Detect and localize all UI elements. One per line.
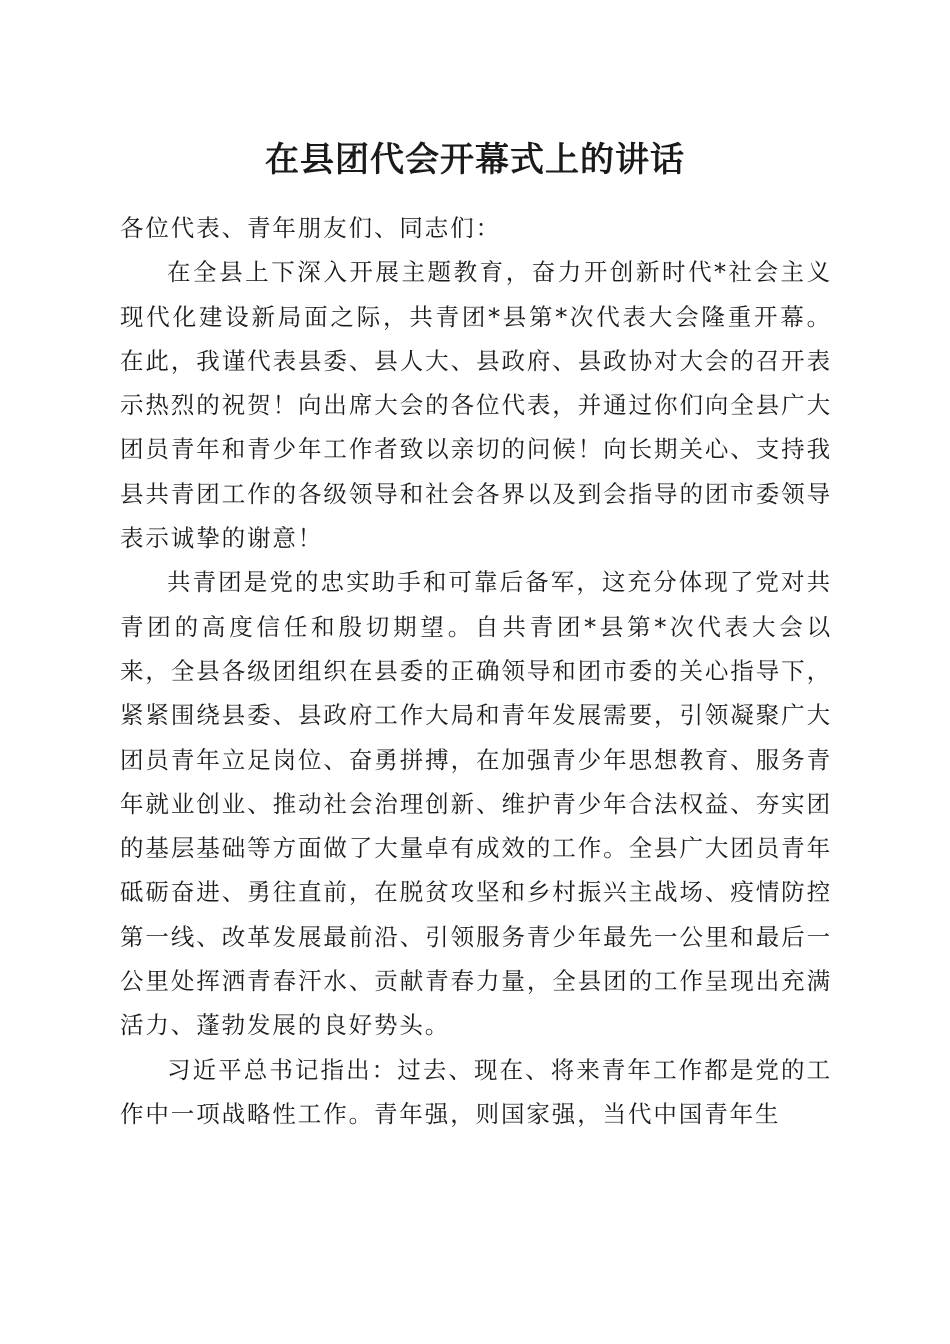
paragraph-1: 在全县上下深入开展主题教育，奋力开创新时代*社会主义现代化建设新局面之际，共青团*县第*次代表大会隆重开幕。在此，我谨代表县委、县人大、县政府、县政协对大会的召开表示热烈的祝贺！向出席大会的各位代表，并通过你们向全县广大团员青年和青少年工作者致以亲切的问候！向长期关心、支持我县共青团工作的各级领导和社会各界以及到会指导的团市委领导表示诚挚的谢意！	[120, 258, 832, 553]
paragraph-2: 共青团是党的忠实助手和可靠后备军，这充分体现了党对共青团的高度信任和殷切期望。自共青团*县第*次代表大会以来，全县各级团组织在县委的正确领导和团市委的关心指导下，紧紧围绕县委、县政府工作大局和青年发展需要，引领凝聚广大团员青年立足岗位、奋勇拼搏，在加强青少年思想教育、服务青年就业创业、推动社会治理创新、维护青少年合法权益、夯实团的基层基础等方面做了大量卓有成效的工作。全县广大团员青年砥砺奋进、勇往直前，在脱贫攻坚和乡村振兴主战场、疫情防控第一线、改革发展最前沿、引领服务青少年最先一公里和最后一公里处挥洒青春汗水、贡献青春力量，全县团的工作呈现出充满活力、蓬勃发展的良好势头。	[120, 568, 832, 1040]
document-title: 在县团代会开幕式上的讲话	[265, 140, 685, 180]
salutation: 各位代表、青年朋友们、同志们：	[120, 214, 501, 242]
paragraph-3: 习近平总书记指出：过去、现在、将来青年工作都是党的工作中一项战略性工作。青年强，则国家强，当代中国青年生	[120, 1055, 832, 1128]
document-body	[120, 206, 832, 1136]
